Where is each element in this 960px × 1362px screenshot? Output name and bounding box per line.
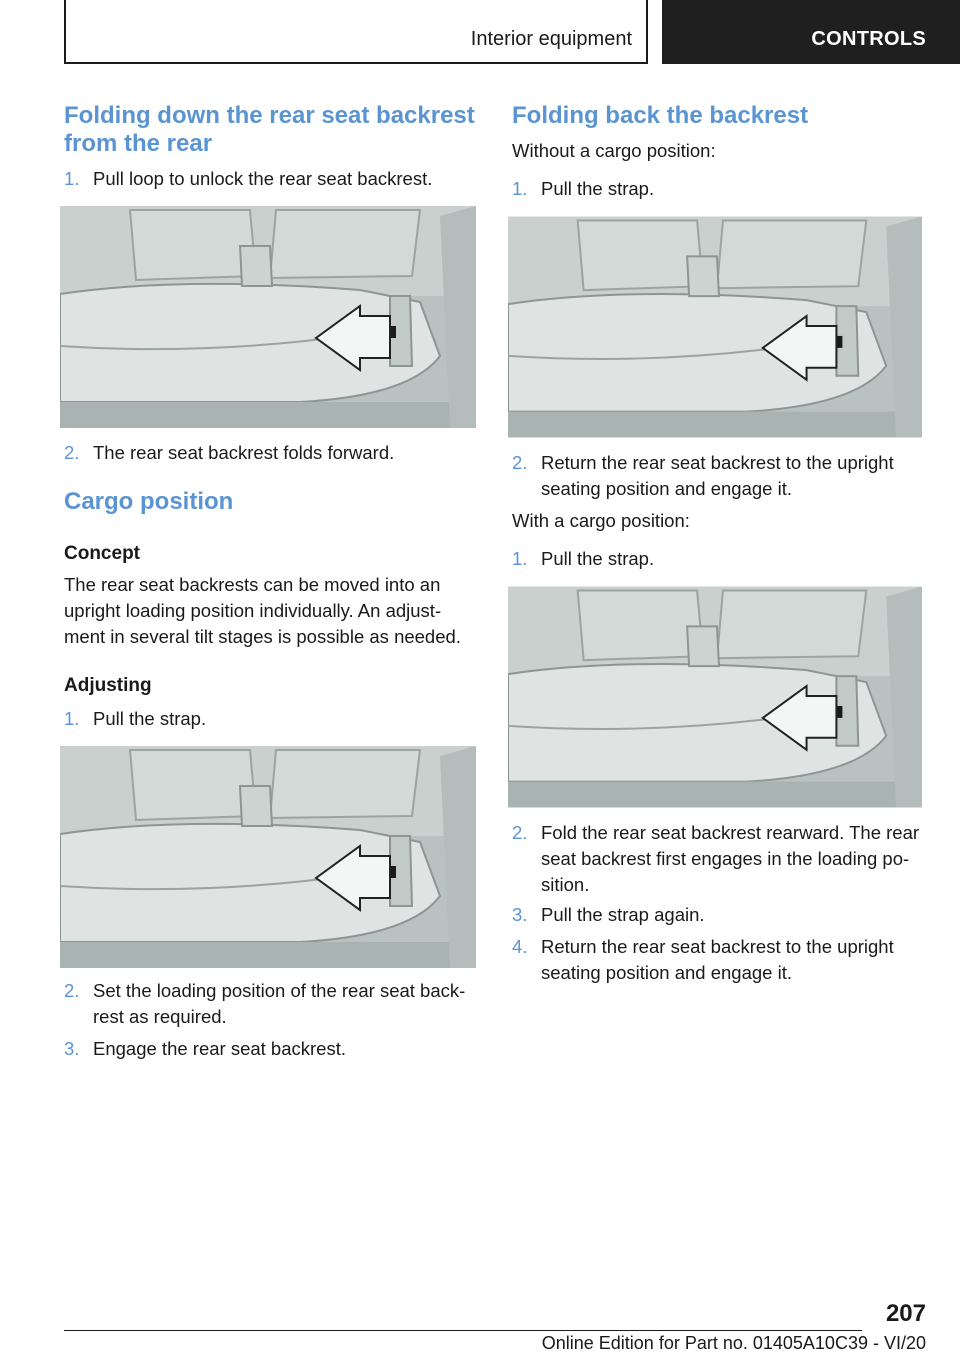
step-text: Pull the strap again. bbox=[541, 904, 705, 925]
step-number: 2. bbox=[512, 452, 528, 473]
list-item bbox=[64, 706, 476, 732]
step-text: Return the rear seat backrest to the upright seating position and engage it. bbox=[541, 936, 894, 983]
footer-edition: Online Edition for Part no. 01405A10C39 - VI/20 bbox=[541, 1333, 926, 1353]
step-text: Return the rear seat backrest to the upright seating position and engage it. bbox=[541, 452, 894, 499]
illustration-seat-loop bbox=[60, 206, 476, 428]
concept-subheading: Concept bbox=[64, 543, 140, 564]
step-text: Pull the strap. bbox=[93, 708, 207, 729]
step-text: Engage the rear seat backrest. bbox=[93, 1038, 346, 1059]
step-text: Set the loading position of the rear seat backrest as required. bbox=[93, 980, 466, 1027]
step-text: Pull loop to unlock the rear seat backrest. bbox=[93, 168, 433, 189]
list-item bbox=[512, 176, 932, 202]
with-cargo-label: With a cargo position: bbox=[512, 510, 690, 531]
page-number: 207 bbox=[885, 1300, 926, 1327]
page-header bbox=[0, 0, 960, 66]
section-header-box bbox=[64, 0, 648, 64]
list-item bbox=[512, 820, 932, 898]
step-text: Fold the rear seat backrest rearward. The rear seat backrest first engages in the loading position. bbox=[541, 822, 920, 895]
chapter-tab-label: CONTROLS bbox=[811, 28, 926, 50]
step-text: Pull the strap. bbox=[541, 178, 655, 199]
heading-fold-down: Folding down the rear seat backrest from the rear bbox=[64, 102, 475, 157]
list-item bbox=[512, 450, 932, 502]
section-title: Interior equipment bbox=[470, 28, 632, 50]
step-number: 3. bbox=[512, 904, 528, 925]
step-number: 1. bbox=[512, 548, 528, 569]
list-item bbox=[512, 934, 932, 986]
step-number: 2. bbox=[512, 822, 528, 843]
step-number: 2. bbox=[64, 442, 80, 463]
concept-paragraph: The rear seat backrests can be moved into an upright loading position individually. An adjustment in several tilt stages is possible as needed. bbox=[64, 574, 461, 647]
footer-divider bbox=[64, 1330, 862, 1331]
without-cargo-label: Without a cargo position: bbox=[512, 140, 716, 161]
step-text: Pull the strap. bbox=[541, 548, 655, 569]
heading-fold-back: Folding back the backrest bbox=[512, 102, 809, 129]
list-item bbox=[64, 1036, 476, 1062]
rear-seat-illustration bbox=[508, 586, 922, 808]
illustration-seat-strap bbox=[508, 586, 922, 808]
step-number: 1. bbox=[512, 178, 528, 199]
step-number: 4. bbox=[512, 936, 528, 957]
list-item bbox=[512, 902, 932, 928]
step-number: 2. bbox=[64, 980, 80, 1001]
list-item bbox=[64, 978, 476, 1030]
list-item bbox=[64, 166, 476, 192]
list-item bbox=[512, 546, 932, 572]
list-item bbox=[64, 440, 476, 466]
chapter-tab bbox=[662, 0, 960, 64]
heading-cargo-position: Cargo position bbox=[64, 488, 234, 515]
step-text: The rear seat backrest folds forward. bbox=[93, 442, 395, 463]
step-number: 1. bbox=[64, 708, 80, 729]
adjusting-subheading: Adjusting bbox=[64, 675, 152, 696]
rear-seat-illustration bbox=[508, 216, 922, 438]
rear-seat-illustration bbox=[60, 746, 476, 968]
step-number: 3. bbox=[64, 1038, 80, 1059]
illustration-seat-strap bbox=[508, 216, 922, 438]
rear-seat-illustration bbox=[60, 206, 476, 428]
illustration-seat-strap bbox=[60, 746, 476, 968]
step-number: 1. bbox=[64, 168, 80, 189]
